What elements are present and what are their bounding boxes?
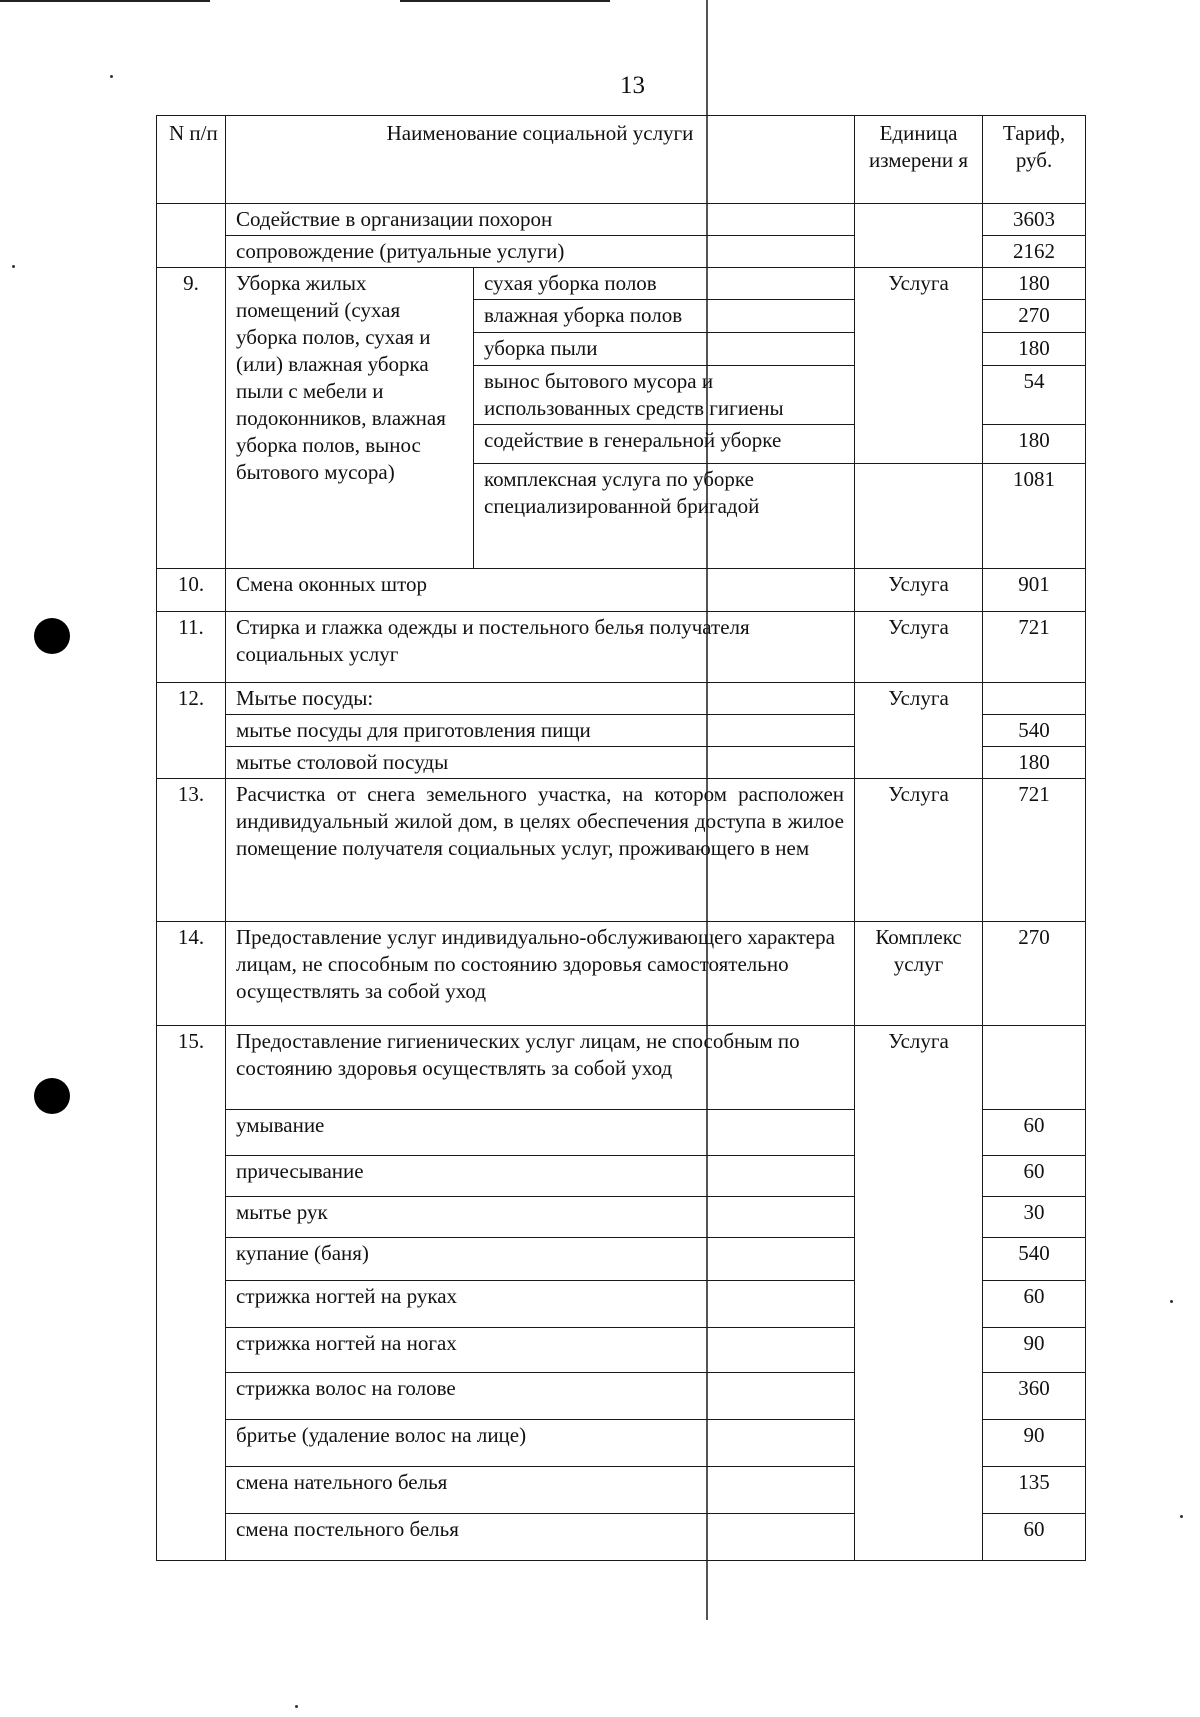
num-cell (157, 204, 226, 268)
tariff-value: 90 (983, 1420, 1086, 1467)
unit-cell: Услуга (855, 1026, 983, 1561)
tariff-value: 180 (983, 425, 1086, 464)
tariff-value: 3603 (983, 204, 1086, 236)
row-number: 9. (157, 268, 226, 569)
header-tariff: Тариф, руб. (983, 116, 1086, 204)
table-row (157, 779, 1086, 922)
row-number: 12. (157, 683, 226, 779)
tariff-value (983, 683, 1086, 715)
service-name: Предоставление гигиенических услуг лицам, не способным по состоянию здоровья осуществлять за собой уход (226, 1026, 855, 1110)
tariff-value: 180 (983, 333, 1086, 366)
scan-speck (110, 75, 113, 78)
scan-speck (1170, 1300, 1173, 1303)
tariff-value (983, 1026, 1086, 1110)
row-number: 15. (157, 1026, 226, 1561)
row-number: 14. (157, 922, 226, 1026)
tariff-value: 360 (983, 1373, 1086, 1420)
unit-cell: Комплекс услуг (855, 922, 983, 1026)
table-row (157, 1026, 1086, 1110)
sub-service-name: стрижка ногтей на ногах (226, 1328, 855, 1373)
tariff-value: 60 (983, 1514, 1086, 1561)
service-name: Содействие в организации похорон (226, 204, 855, 236)
unit-cell (855, 204, 983, 268)
header-num: N п/п (157, 116, 226, 204)
tariff-value: 54 (983, 366, 1086, 425)
scan-speck (295, 1705, 298, 1708)
page-number: 13 (620, 72, 645, 99)
tariff-value: 1081 (983, 464, 1086, 569)
sub-service-name: стрижка ногтей на руках (226, 1281, 855, 1328)
sub-service-name: влажная уборка полов (474, 300, 855, 333)
table-row (157, 204, 1086, 236)
header-unit: Единица измерени я (855, 116, 983, 204)
sub-service-name: смена постельного белья (226, 1514, 855, 1561)
scan-speck (12, 265, 15, 268)
service-name: Смена оконных штор (226, 569, 855, 612)
unit-cell (855, 464, 983, 569)
header-name: Наименование социальной услуги (226, 116, 855, 204)
tariff-value: 135 (983, 1467, 1086, 1514)
sub-service-name: купание (баня) (226, 1238, 855, 1281)
unit-cell: Услуга (855, 569, 983, 612)
unit-cell: Услуга (855, 779, 983, 922)
row-number: 13. (157, 779, 226, 922)
tariff-value: 60 (983, 1281, 1086, 1328)
row-number: 11. (157, 612, 226, 683)
tariff-value: 90 (983, 1328, 1086, 1373)
service-name: Уборка жилых помещений (сухая уборка полов, сухая и (или) влажная уборка пыли с мебели и подоконников, влажная уборка полов, вынос бытового мусора) (226, 268, 474, 569)
table-header (157, 116, 1086, 204)
tariff-value: 721 (983, 612, 1086, 683)
tariff-value: 270 (983, 300, 1086, 333)
table-row (157, 922, 1086, 1026)
sub-service-name: умывание (226, 1110, 855, 1156)
tariff-value: 540 (983, 1238, 1086, 1281)
tariff-value: 901 (983, 569, 1086, 612)
service-name: сопровождение (ритуальные услуги) (226, 236, 855, 268)
unit-cell: Услуга (855, 683, 983, 779)
row-number: 10. (157, 569, 226, 612)
punch-hole (34, 1078, 70, 1114)
tariff-value: 2162 (983, 236, 1086, 268)
sub-service-name: сухая уборка полов (474, 268, 855, 300)
tariff-table (156, 115, 1086, 1561)
tariff-value: 60 (983, 1156, 1086, 1197)
sub-service-name: мытье посуды для приготовления пищи (226, 715, 855, 747)
scan-top-line (0, 0, 210, 2)
sub-service-name: уборка пыли (474, 333, 855, 366)
unit-cell: Услуга (855, 268, 983, 464)
tariff-value: 180 (983, 747, 1086, 779)
sub-service-name: бритье (удаление волос на лице) (226, 1420, 855, 1467)
tariff-value: 60 (983, 1110, 1086, 1156)
sub-service-name: причесывание (226, 1156, 855, 1197)
table-row (157, 683, 1086, 715)
tariff-value: 30 (983, 1197, 1086, 1238)
service-name: Стирка и глажка одежды и постельного белья получателя социальных услуг (226, 612, 855, 683)
service-name: Мытье посуды: (226, 683, 855, 715)
sub-service-name: стрижка волос на голове (226, 1373, 855, 1420)
unit-cell: Услуга (855, 612, 983, 683)
table-row (157, 612, 1086, 683)
scan-top-line (400, 0, 610, 2)
sub-service-name: вынос бытового мусора и использованных средств гигиены (474, 366, 855, 425)
tariff-value: 540 (983, 715, 1086, 747)
tariff-value: 180 (983, 268, 1086, 300)
table-row (157, 268, 1086, 300)
sub-service-name: мытье столовой посуды (226, 747, 855, 779)
service-name: Предоставление услуг индивидуально-обслуживающего характера лицам, не способным по состоянию здоровья самостоятельно осуществлять за собой уход (226, 922, 855, 1026)
scan-speck (1180, 1515, 1183, 1518)
tariff-value: 270 (983, 922, 1086, 1026)
punch-hole (34, 618, 70, 654)
sub-service-name: мытье рук (226, 1197, 855, 1238)
table-row (157, 569, 1086, 612)
tariff-value: 721 (983, 779, 1086, 922)
sub-service-name: комплексная услуга по уборке специализированной бригадой (474, 464, 855, 569)
service-name: Расчистка от снега земельного участка, на котором расположен индивидуальный жилой дом, в целях обеспечения доступа в жилое помещение получателя социальных услуг, проживающего в нем (226, 779, 855, 922)
sub-service-name: содействие в генеральной уборке (474, 425, 855, 464)
sub-service-name: смена нательного белья (226, 1467, 855, 1514)
